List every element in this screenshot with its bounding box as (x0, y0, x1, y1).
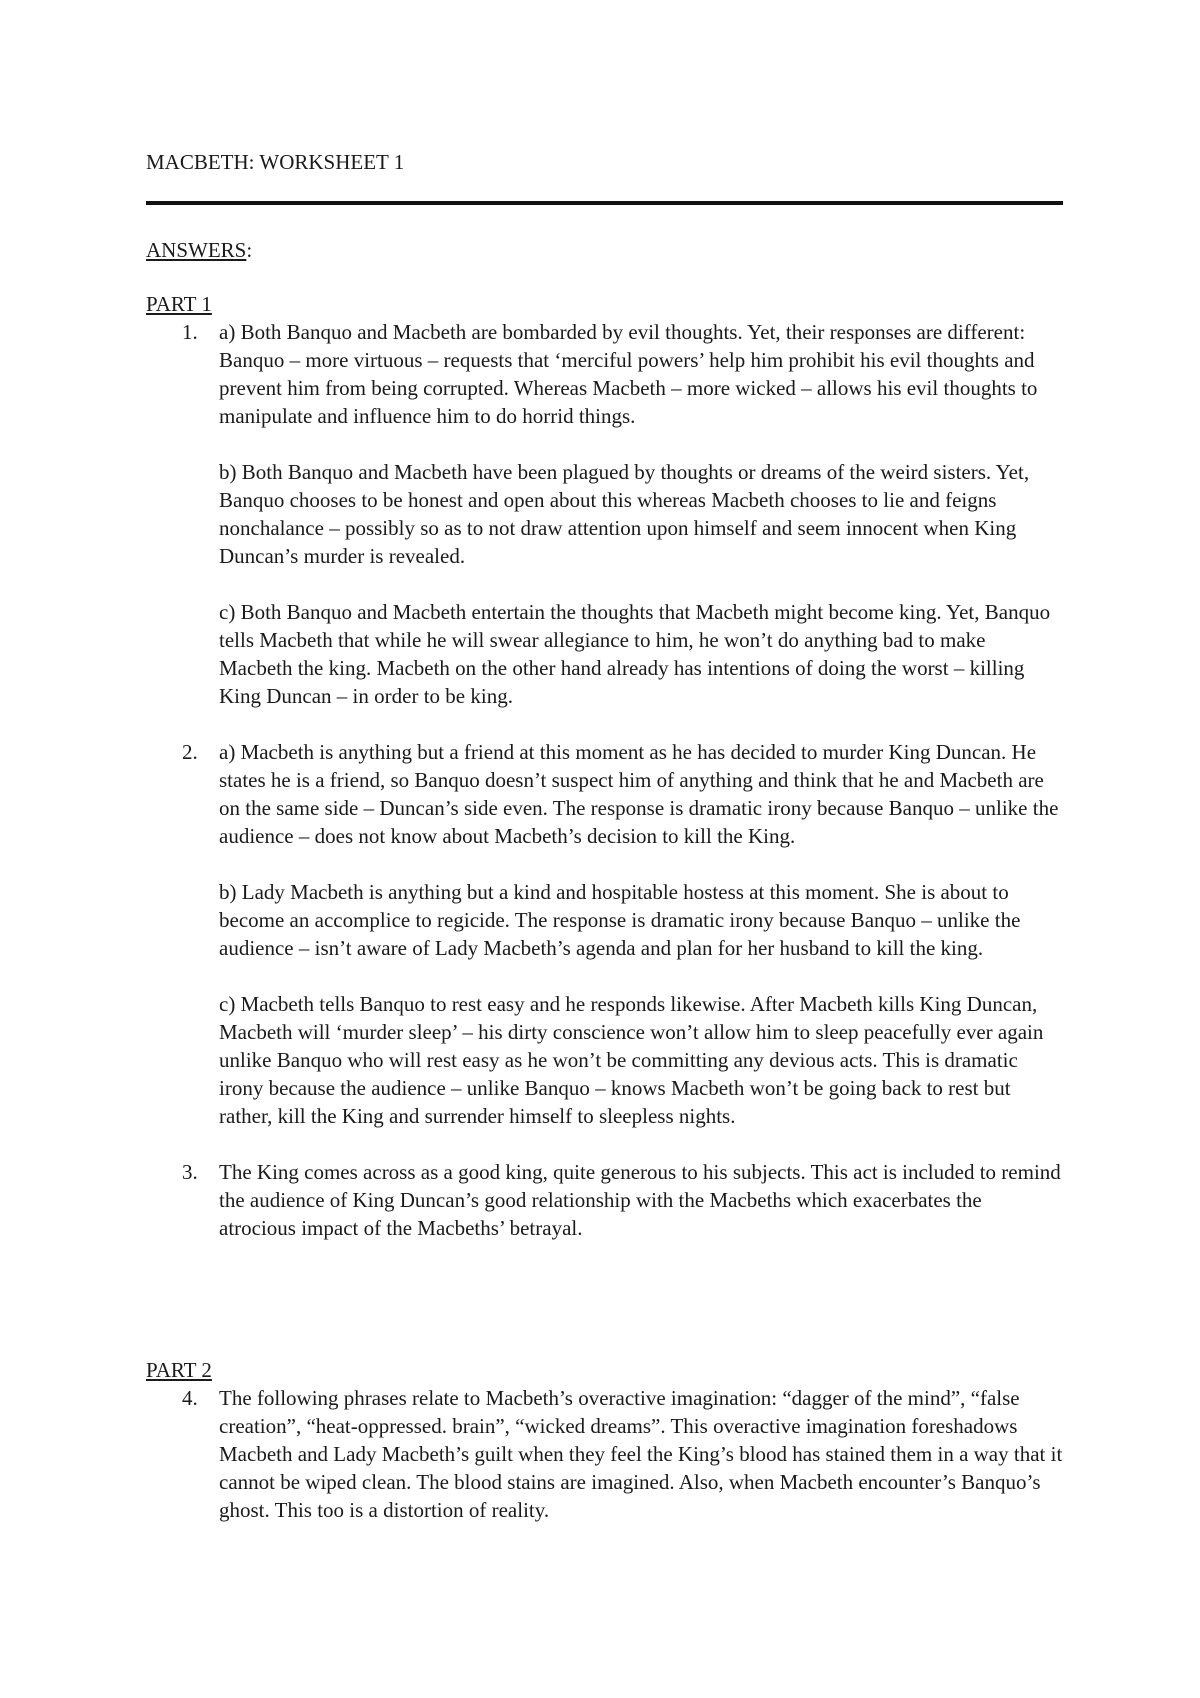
answer-paragraph: a) Macbeth is anything but a friend at this moment as he has decided to murder King Duncan. He states he is a friend, so Banquo doesn’t suspect him of anything and think that he and Macbeth are on the same side – Duncan’s side even. The response is dramatic irony because Banquo – unlike the audience – does not know about Macbeth’s decision to kill the King. (219, 740, 1059, 848)
title-divider (146, 201, 1063, 205)
answer-paragraph: The King comes across as a good king, quite generous to his subjects. This act is included to remind the audience of King Duncan’s good relationship with the Macbeths which exacerbates the atrocious impact of the Macbeths’ betrayal. (219, 1160, 1061, 1240)
question-number: 2. (182, 740, 198, 764)
question-1 (146, 318, 1063, 710)
answer-paragraph: c) Both Banquo and Macbeth entertain the thoughts that Macbeth might become king. Yet, Banquo tells Macbeth that while he will swear allegiance to him, he won’t do anything bad to make Macbeth the king. Macbeth on the other hand already has intentions of doing the worst – killing King Duncan – in order to be king. (219, 600, 1051, 708)
question-number: 3. (182, 1160, 198, 1184)
answer-paragraph: a) Both Banquo and Macbeth are bombarded by evil thoughts. Yet, their responses are different: Banquo – more virtuous – requests that ‘merciful powers’ help him prohibit his evil thoughts and prevent him from being corrupted. Whereas Macbeth – more wicked – allows his evil thoughts to manipulate and influence him to do horrid things. (219, 320, 1038, 428)
question-number: 1. (182, 320, 198, 344)
part-2-question-list (146, 1384, 1063, 1524)
part-2-section (146, 1356, 1063, 1552)
answers-label: ANSWERS (146, 238, 247, 262)
part-1-section (146, 290, 1063, 1270)
answers-heading (146, 236, 252, 264)
answer-paragraph: The following phrases relate to Macbeth’s overactive imagination: “dagger of the mind”, “false creation”, “heat-oppressed. brain”, “wicked dreams”. This overactive imagination foreshadows Macbeth and Lady Macbeth’s guilt when they feel the King’s blood has stained them in a way that it cannot be wiped clean. The blood stains are imagined. Also, when Macbeth encounter’s Banquo’s ghost. This too is a distortion of reality. (219, 1386, 1063, 1522)
question-3 (146, 1158, 1063, 1242)
answer-paragraph: b) Both Banquo and Macbeth have been plagued by thoughts or dreams of the weird sisters. Yet, Banquo chooses to be honest and open about this whereas Macbeth chooses to lie and feigns nonchalance – possibly so as to not draw attention upon himself and seem innocent when King Duncan’s murder is revealed. (219, 460, 1030, 568)
answers-colon: : (246, 238, 253, 262)
part-1-question-list (146, 318, 1063, 1242)
answer-paragraph: c) Macbeth tells Banquo to rest easy and he responds likewise. After Macbeth kills King Duncan, Macbeth will ‘murder sleep’ – his dirty conscience won’t allow him to sleep peacefully ever again unlike Banquo who will rest easy as he won’t be committing any devious acts. This is dramatic irony because the audience – unlike Banquo – knows Macbeth won’t be going back to rest but rather, kill the King and surrender himself to sleepless nights. (219, 992, 1044, 1128)
answer-body (219, 738, 1063, 1130)
part-1-label: PART 1 (146, 292, 212, 316)
question-4 (146, 1384, 1063, 1524)
part-2-label: PART 2 (146, 1358, 212, 1382)
question-2 (146, 738, 1063, 1130)
answer-body (219, 1384, 1063, 1524)
answer-body (219, 318, 1063, 710)
answer-paragraph: b) Lady Macbeth is anything but a kind and hospitable hostess at this moment. She is about to become an accomplice to regicide. The response is dramatic irony because Banquo – unlike the audience – isn’t aware of Lady Macbeth’s agenda and plan for her husband to kill the king. (219, 880, 1021, 960)
page-title: MACBETH: WORKSHEET 1 (146, 150, 405, 174)
answer-body (219, 1158, 1063, 1242)
question-number: 4. (182, 1386, 198, 1410)
